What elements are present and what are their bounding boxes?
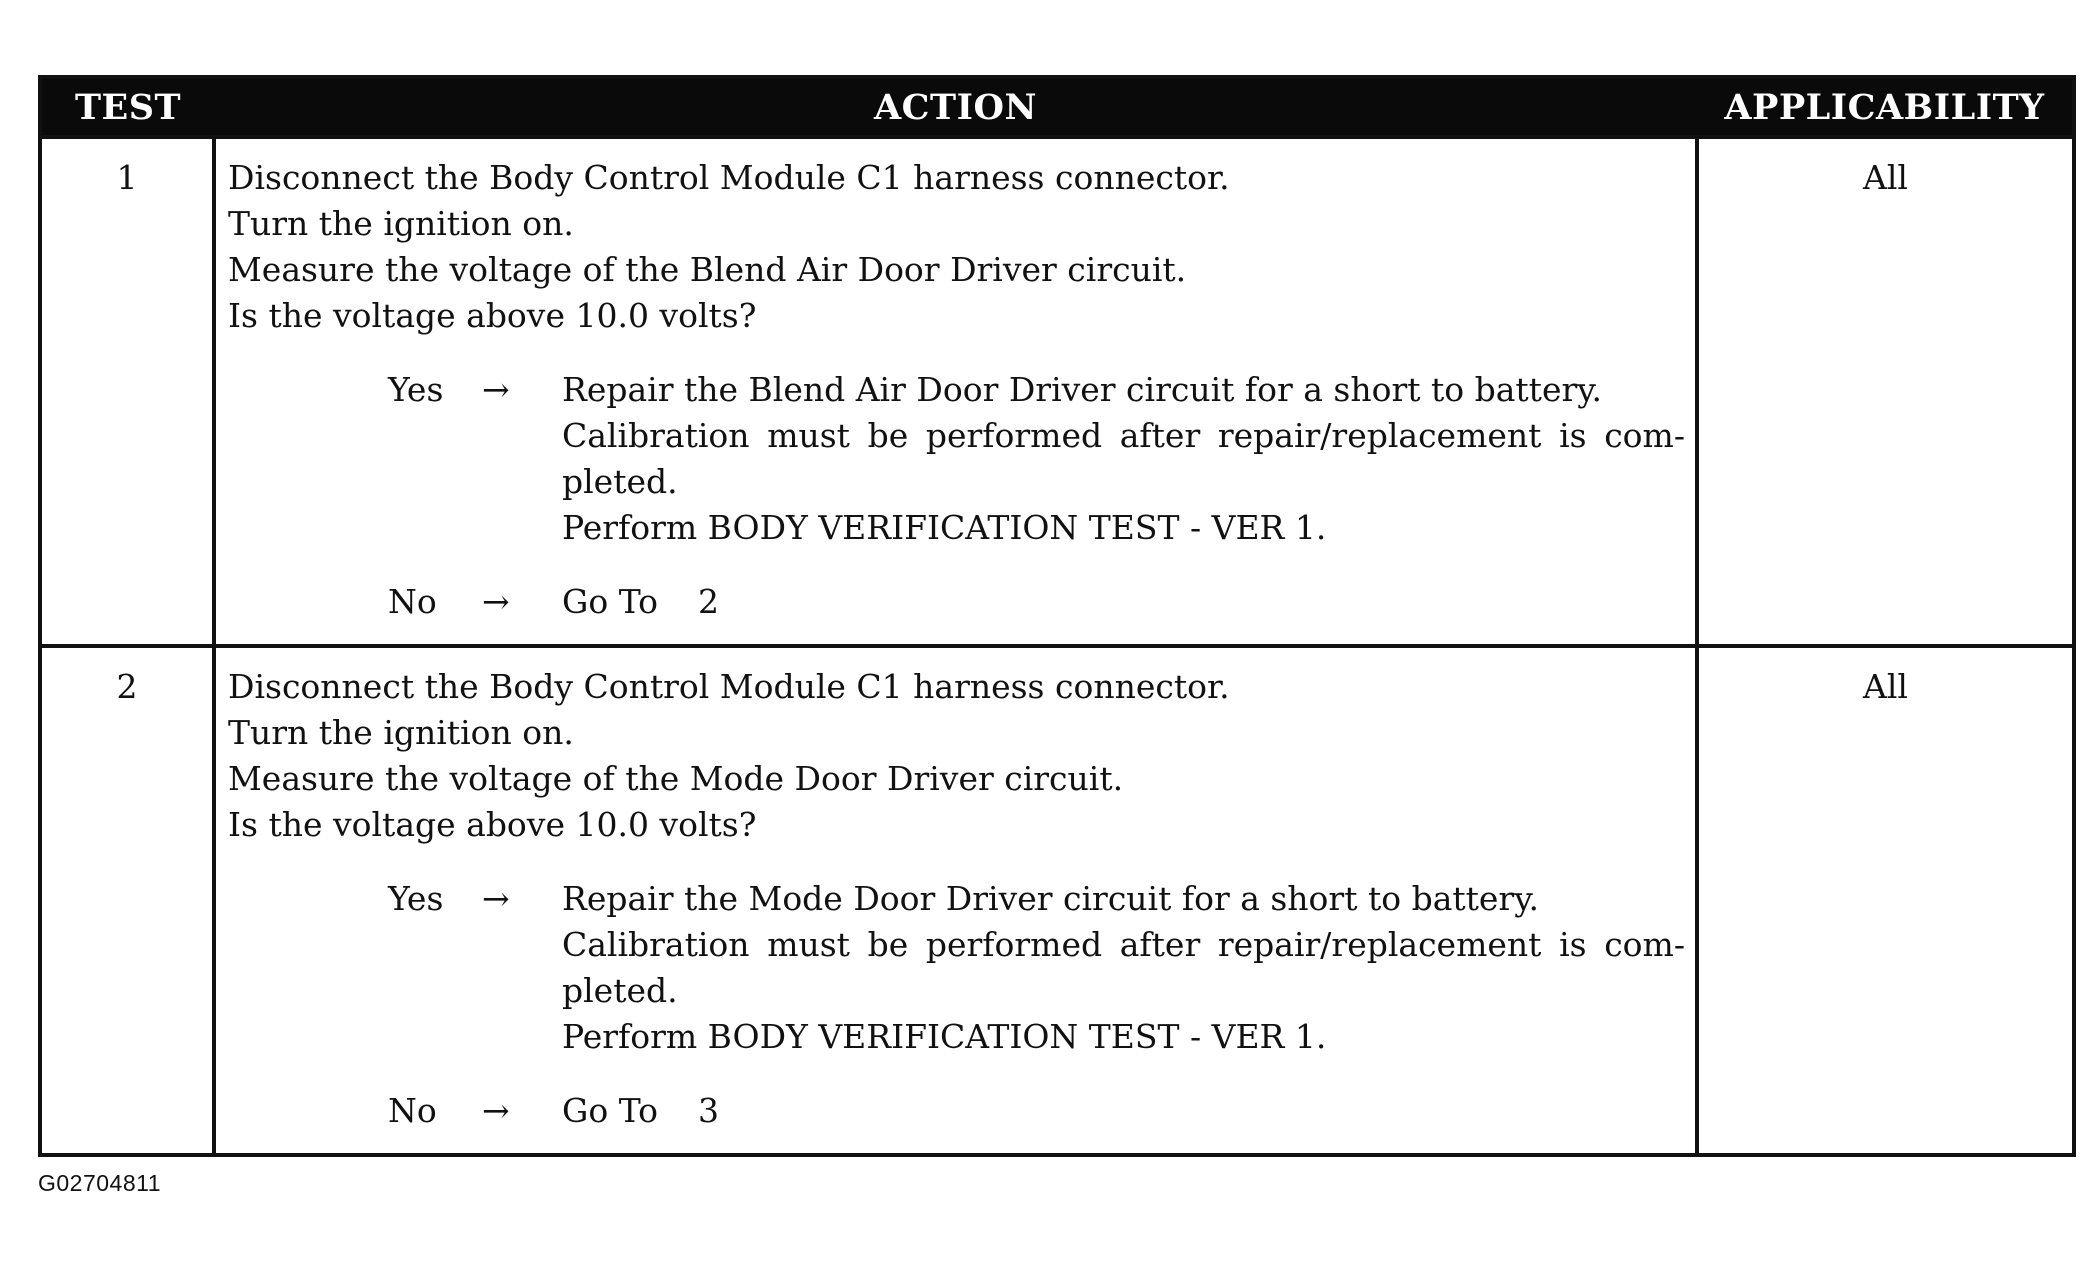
applicability-value: All [1697, 137, 2074, 646]
action-step: Is the voltage above 10.0 volts? [228, 805, 757, 844]
table-header-row [40, 77, 2074, 137]
yes-result [388, 876, 1685, 1060]
action-cell [214, 137, 1697, 646]
yes-label: Yes [388, 879, 444, 918]
yes-line: pleted. [562, 971, 678, 1010]
arrow-right-icon: → [482, 582, 510, 621]
yes-instructions [562, 367, 1685, 551]
action-step: Disconnect the Body Control Module C1 harness connector. [228, 158, 1230, 197]
test-number: 1 [40, 137, 214, 646]
yes-line: Perform BODY VERIFICATION TEST - VER 1. [562, 1017, 1327, 1056]
action-step: Turn the ignition on. [228, 713, 574, 752]
arrow-right-icon: → [482, 879, 510, 918]
no-label: No [388, 582, 437, 621]
yes-line: Repair the Blend Air Door Driver circuit for a short to battery. [562, 370, 1602, 409]
arrow-right-icon: → [482, 1091, 510, 1130]
action-step: Turn the ignition on. [228, 204, 574, 243]
no-result [388, 579, 1685, 625]
yes-line: Repair the Mode Door Driver circuit for a short to battery. [562, 879, 1539, 918]
goto-text: Go To [562, 1091, 659, 1130]
applicability-value: All [1697, 646, 2074, 1155]
action-step: Is the voltage above 10.0 volts? [228, 296, 757, 335]
table-row [40, 646, 2074, 1155]
header-test: TEST [40, 77, 214, 137]
goto-target: 3 [698, 1091, 720, 1130]
action-step: Measure the voltage of the Mode Door Driver circuit. [228, 759, 1124, 798]
no-instructions [562, 579, 1685, 625]
action-step: Disconnect the Body Control Module C1 harness connector. [228, 667, 1230, 706]
action-step: Measure the voltage of the Blend Air Door Driver circuit. [228, 250, 1187, 289]
yes-line: Calibration must be performed after repair/replacement is com- [562, 925, 1685, 964]
table-row [40, 137, 2074, 646]
goto-target: 2 [698, 582, 720, 621]
yes-label: Yes [388, 370, 444, 409]
yes-line: Perform BODY VERIFICATION TEST - VER 1. [562, 508, 1327, 547]
header-action: ACTION [214, 77, 1697, 137]
action-cell [214, 646, 1697, 1155]
yes-line: Calibration must be performed after repair/replacement is com- [562, 416, 1685, 455]
no-result [388, 1088, 1685, 1134]
test-number: 2 [40, 646, 214, 1155]
no-instructions [562, 1088, 1685, 1134]
arrow-right-icon: → [482, 370, 510, 409]
yes-result [388, 367, 1685, 551]
diagnostic-test-table [38, 75, 2076, 1157]
yes-line: pleted. [562, 462, 678, 501]
figure-id-label: G02704811 [38, 1170, 162, 1196]
header-applicability: APPLICABILITY [1697, 77, 2074, 137]
yes-instructions [562, 876, 1685, 1060]
no-label: No [388, 1091, 437, 1130]
goto-text: Go To [562, 582, 659, 621]
